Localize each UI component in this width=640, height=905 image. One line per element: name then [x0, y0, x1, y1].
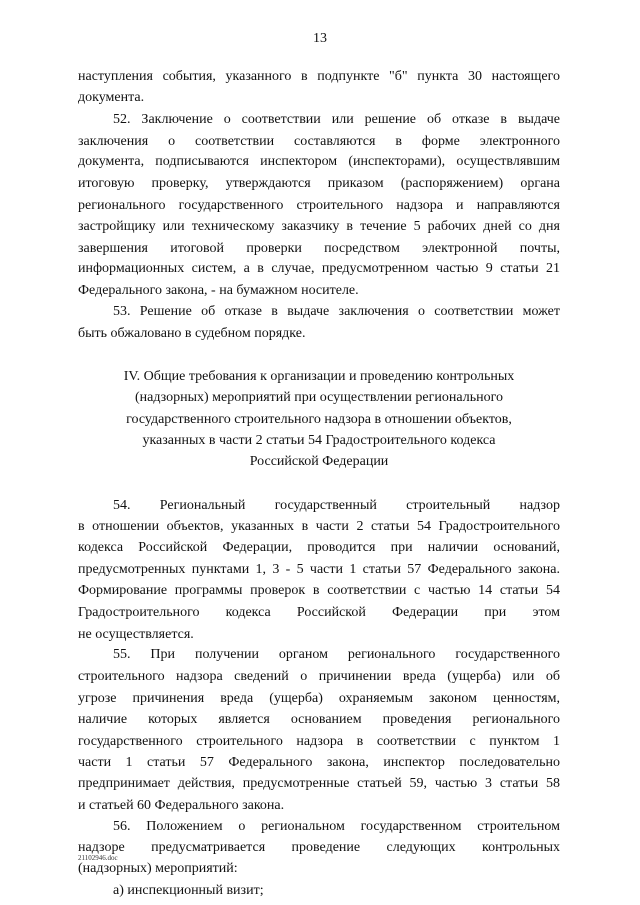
section-heading-line: (надзорных) мероприятий при осуществлении регионального [135, 390, 503, 405]
text-line: завершения итоговой проверки посредством электронной почты, [78, 241, 560, 256]
text-line: наступления события, указанного в подпункте "б" пункта 30 настоящего [78, 69, 560, 84]
paragraph-54-first-line: 54. Региональный государственный строительный надзор [113, 498, 560, 513]
text-line: заключения о соответствии составляются в форме электронного [78, 134, 560, 149]
page-number: 13 [313, 31, 327, 46]
text-line: Федерального закона, - на бумажном носителе. [78, 283, 359, 298]
text-line: наличие которых является основанием проведения регионального [78, 712, 560, 727]
text-line: не осуществляется. [78, 627, 194, 642]
text-line: государственного строительного надзора в соответствии с пунктом 1 [78, 734, 560, 749]
text-line: регионального государственного строительного надзора и направляются [78, 198, 560, 213]
paragraph-56-first-line: 56. Положением о региональном государственном строительном [113, 819, 560, 834]
text-line: Градостроительного кодекса Российской Федерации при этом [78, 605, 560, 620]
section-heading-line: указанных в части 2 статьи 54 Градостроительного кодекса [142, 433, 496, 448]
paragraph-53-first-line: 53. Решение об отказе в выдаче заключения о соответствии может [113, 304, 560, 319]
text-line: кодекса Российской Федерации, проводится при наличии оснований, [78, 540, 560, 555]
text-line: итоговую проверку, утверждаются приказом (распоряжением) органа [78, 176, 560, 191]
document-filename: 21102946.doc [78, 854, 118, 862]
text-line: документа, подписываются инспектором (инспекторами), осуществлявшим [78, 154, 560, 169]
text-line: быть обжаловано в судебном порядке. [78, 326, 306, 341]
text-line: угрозе причинения вреда (ущерба) охраняемым законом ценностям, [78, 691, 560, 706]
text-line: застройщику или техническому заказчику в течение 5 рабочих дней со дня [78, 219, 560, 234]
text-line: информационных систем, а в случае, предусмотренном частью 9 статьи 21 [78, 261, 560, 276]
paragraph-52-first-line: 52. Заключение о соответствии или решение об отказе в выдаче [113, 112, 560, 127]
section-heading-line: государственного строительного надзора в отношении объектов, [126, 412, 512, 427]
text-line: строительного надзора сведений о причинении вреда (ущерба) или об [78, 669, 560, 684]
section-heading-line: Российской Федерации [249, 454, 389, 469]
text-line: (надзорных) мероприятий: [78, 861, 238, 876]
list-item-a: а) инспекционный визит; [113, 883, 264, 898]
text-line: и статьей 60 Федерального закона. [78, 798, 285, 813]
text-line: части 1 статьи 57 Федерального закона, инспектор последовательно [78, 755, 560, 770]
text-line: в отношении объектов, указанных в части 2 статьи 54 Градостроительного [78, 519, 560, 534]
text-line: предпринимает действия, предусмотренные статьей 59, частью 3 статьи 58 [78, 776, 560, 791]
text-line: надзоре предусматривается проведение следующих контрольных [78, 840, 560, 855]
text-line: предусмотренных пунктами 1, 3 - 5 части 1 статьи 57 Федерального закона. [78, 562, 560, 577]
text-line: Формирование программы проверок в соответствии с частью 14 статьи 54 [78, 583, 560, 598]
text-line: документа. [78, 90, 145, 105]
section-heading-line: IV. Общие требования к организации и проведению контрольных [123, 369, 515, 384]
paragraph-55-first-line: 55. При получении органом регионального государственного [113, 647, 560, 662]
